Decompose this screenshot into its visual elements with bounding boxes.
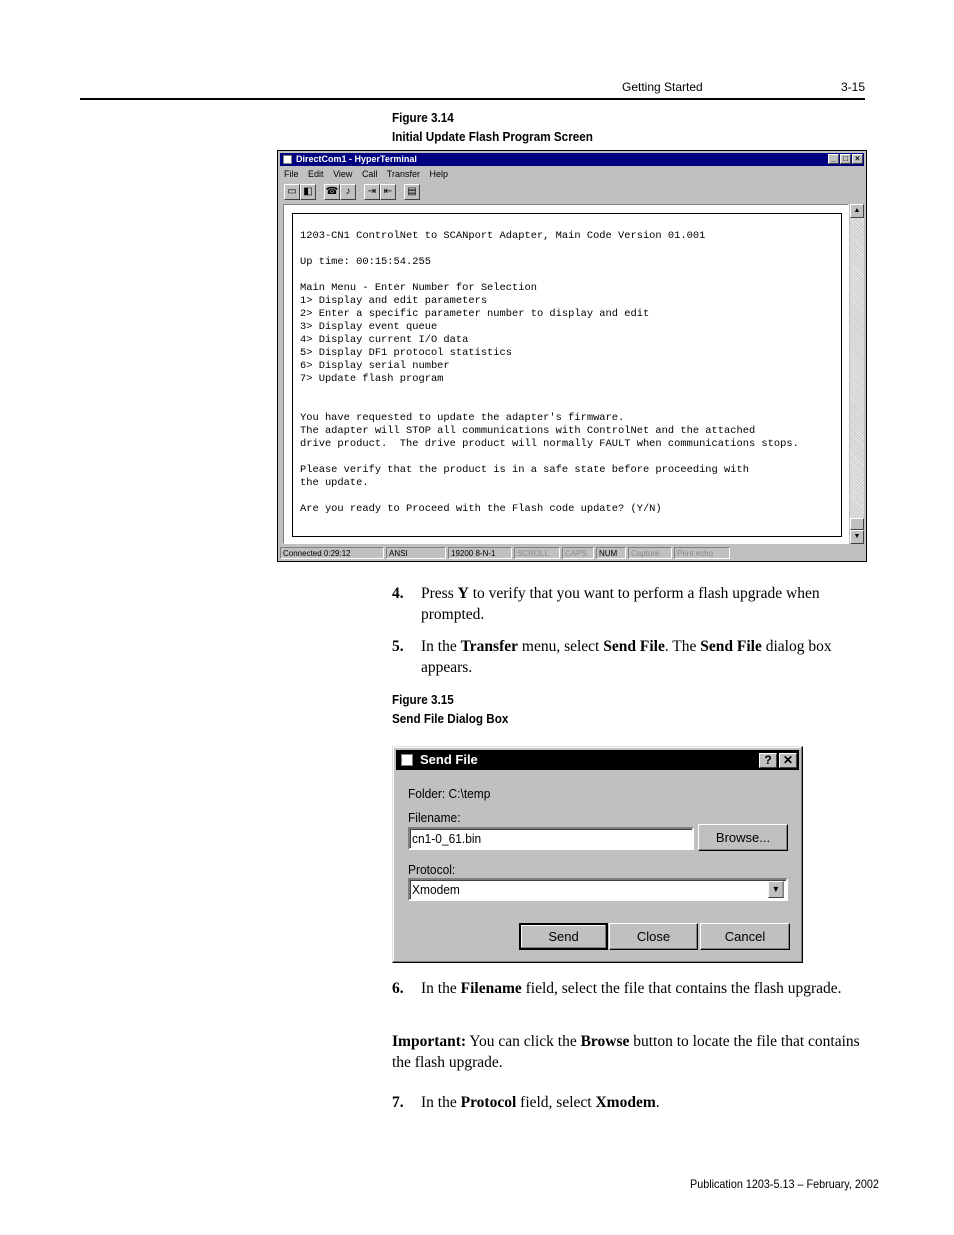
status-emulation: ANSI xyxy=(386,547,446,559)
protocol-label: Protocol: xyxy=(408,862,456,877)
step-5 xyxy=(392,636,867,678)
step-7-number: 7. xyxy=(392,1094,404,1111)
properties-icon[interactable]: ▤ xyxy=(404,184,420,200)
status-num: NUM xyxy=(596,547,626,559)
step-7-protocol: Protocol xyxy=(460,1094,517,1111)
figure-3-15-caption: Send File Dialog Box xyxy=(392,711,509,726)
important-text-b: button to locate the file that contains the flash upgrade. xyxy=(392,1033,860,1071)
step-7-text-a: In the xyxy=(421,1094,461,1111)
send-icon[interactable]: ⇥ xyxy=(364,184,380,200)
step-4-key-y: Y xyxy=(457,585,469,602)
filename-value: cn1-0_61.bin xyxy=(412,831,482,846)
status-caps: CAPS xyxy=(562,547,594,559)
step-6-text-a: In the xyxy=(421,980,461,997)
help-icon[interactable]: ? xyxy=(759,753,777,768)
status-scroll: SCROLL xyxy=(514,547,560,559)
hyperterminal-status-bar xyxy=(280,547,864,560)
close-icon[interactable]: × xyxy=(852,154,863,164)
step-5-text-d: dialog box appears. xyxy=(421,638,832,676)
menu-transfer[interactable]: Transfer xyxy=(386,169,420,179)
send-file-title-bar xyxy=(396,750,799,770)
open-folder-icon[interactable]: ◧ xyxy=(300,184,316,200)
vertical-scrollbar[interactable] xyxy=(850,204,864,544)
phone-disconnect-icon[interactable]: ♪ xyxy=(340,184,356,200)
hyperterminal-menu-bar xyxy=(284,168,455,180)
send-file-app-icon xyxy=(401,754,413,766)
step-7 xyxy=(392,1092,867,1113)
scroll-thumb[interactable] xyxy=(850,518,864,530)
menu-file[interactable]: File xyxy=(284,169,299,179)
figure-3-14-label: Figure 3.14 xyxy=(392,110,454,125)
chevron-down-icon[interactable]: ▼ xyxy=(768,881,784,898)
step-7-text-c: . xyxy=(655,1094,660,1111)
publication-footer: Publication 1203-5.13 – February, 2002 xyxy=(690,1177,879,1191)
browse-button[interactable]: Browse... xyxy=(698,824,788,851)
hyperterminal-app-icon xyxy=(283,155,292,164)
important-label: Important: xyxy=(392,1033,467,1050)
terminal-area[interactable] xyxy=(283,204,849,544)
figure-3-15-label: Figure 3.15 xyxy=(392,692,454,707)
folder-label: Folder: C:\temp xyxy=(408,786,491,801)
send-file-title: Send File xyxy=(420,752,478,767)
scroll-up-icon[interactable]: ▲ xyxy=(850,204,864,218)
menu-help[interactable]: Help xyxy=(429,169,449,179)
status-capture: Capture xyxy=(628,547,672,559)
send-file-dialog xyxy=(392,746,803,963)
protocol-select[interactable] xyxy=(408,878,788,901)
step-5-send-file-2: Send File xyxy=(700,638,762,655)
phone-connect-icon[interactable]: ☎ xyxy=(324,184,340,200)
header-rule xyxy=(80,98,865,100)
status-print-echo: Print echo xyxy=(674,547,730,559)
close-button[interactable]: Close xyxy=(609,923,698,950)
scroll-down-icon[interactable]: ▼ xyxy=(850,530,864,544)
step-4 xyxy=(392,583,867,625)
status-settings: 19200 8-N-1 xyxy=(448,547,512,559)
step-5-transfer: Transfer xyxy=(460,638,519,655)
step-7-xmodem: Xmodem xyxy=(595,1094,656,1111)
step-6-number: 6. xyxy=(392,980,404,997)
terminal-output: 1203-CN1 ControlNet to SCANport Adapter, Main Code Version 01.001 Up time: 00:15:54.255 Main Menu - Enter Number for Selection 1> Display and edit parameters 2> Enter a specific parameter number to display and edit 3> Display event queue 4> Display current I/O data 5> Display DF1 protocol statistics 6> Display serial number 7> Update flash program You have requested to update the adapter's firmware. The adapter will STOP all communications with ControlNet and the attached drive product. The drive product will normally FAULT when communications stops. Please verify that the product is in a safe state before proceeding with the update. Are you ready to Proceed with the Flash code update? (Y/N) xyxy=(300,230,799,515)
minimize-icon[interactable]: _ xyxy=(828,154,839,164)
step-5-number: 5. xyxy=(392,638,404,655)
close-icon[interactable]: ✕ xyxy=(779,753,797,768)
send-button[interactable]: Send xyxy=(519,923,608,950)
step-6-filename: Filename xyxy=(460,980,522,997)
maximize-icon[interactable]: □ xyxy=(840,154,851,164)
step-4-text-a: Press xyxy=(421,585,458,602)
important-text-a: You can click the xyxy=(466,1033,581,1050)
hyperterminal-title-bar xyxy=(280,153,864,166)
new-document-icon[interactable]: ▭ xyxy=(284,184,300,200)
step-6 xyxy=(392,978,867,999)
figure-3-14-caption: Initial Update Flash Program Screen xyxy=(392,129,593,144)
protocol-value: Xmodem xyxy=(412,882,460,897)
terminal-screen xyxy=(292,213,842,537)
status-connected: Connected 0:29:12 xyxy=(280,547,384,559)
running-header-section: Getting Started xyxy=(622,80,703,94)
receive-icon[interactable]: ⇤ xyxy=(380,184,396,200)
step-7-text-b: field, select xyxy=(516,1094,596,1111)
menu-edit[interactable]: Edit xyxy=(308,169,324,179)
hyperterminal-title: DirectCom1 - HyperTerminal xyxy=(296,154,417,164)
menu-view[interactable]: View xyxy=(333,169,353,179)
important-note xyxy=(392,1031,862,1073)
step-5-text-c: . The xyxy=(664,638,701,655)
cancel-button[interactable]: Cancel xyxy=(700,923,790,950)
filename-label: Filename: xyxy=(408,810,461,825)
step-5-text-b: menu, select xyxy=(518,638,604,655)
step-5-text-a: In the xyxy=(421,638,461,655)
step-5-send-file: Send File xyxy=(603,638,665,655)
filename-input[interactable] xyxy=(408,827,694,850)
step-6-text-b: field, select the file that contains the flash upgrade. xyxy=(521,980,842,997)
step-4-text-b: to verify that you want to perform a flash upgrade when prompted. xyxy=(421,585,820,623)
menu-call[interactable]: Call xyxy=(361,169,378,179)
page-number: 3-15 xyxy=(841,80,866,94)
hyperterminal-window xyxy=(277,150,867,562)
important-browse: Browse xyxy=(580,1033,630,1050)
step-4-number: 4. xyxy=(392,585,404,602)
